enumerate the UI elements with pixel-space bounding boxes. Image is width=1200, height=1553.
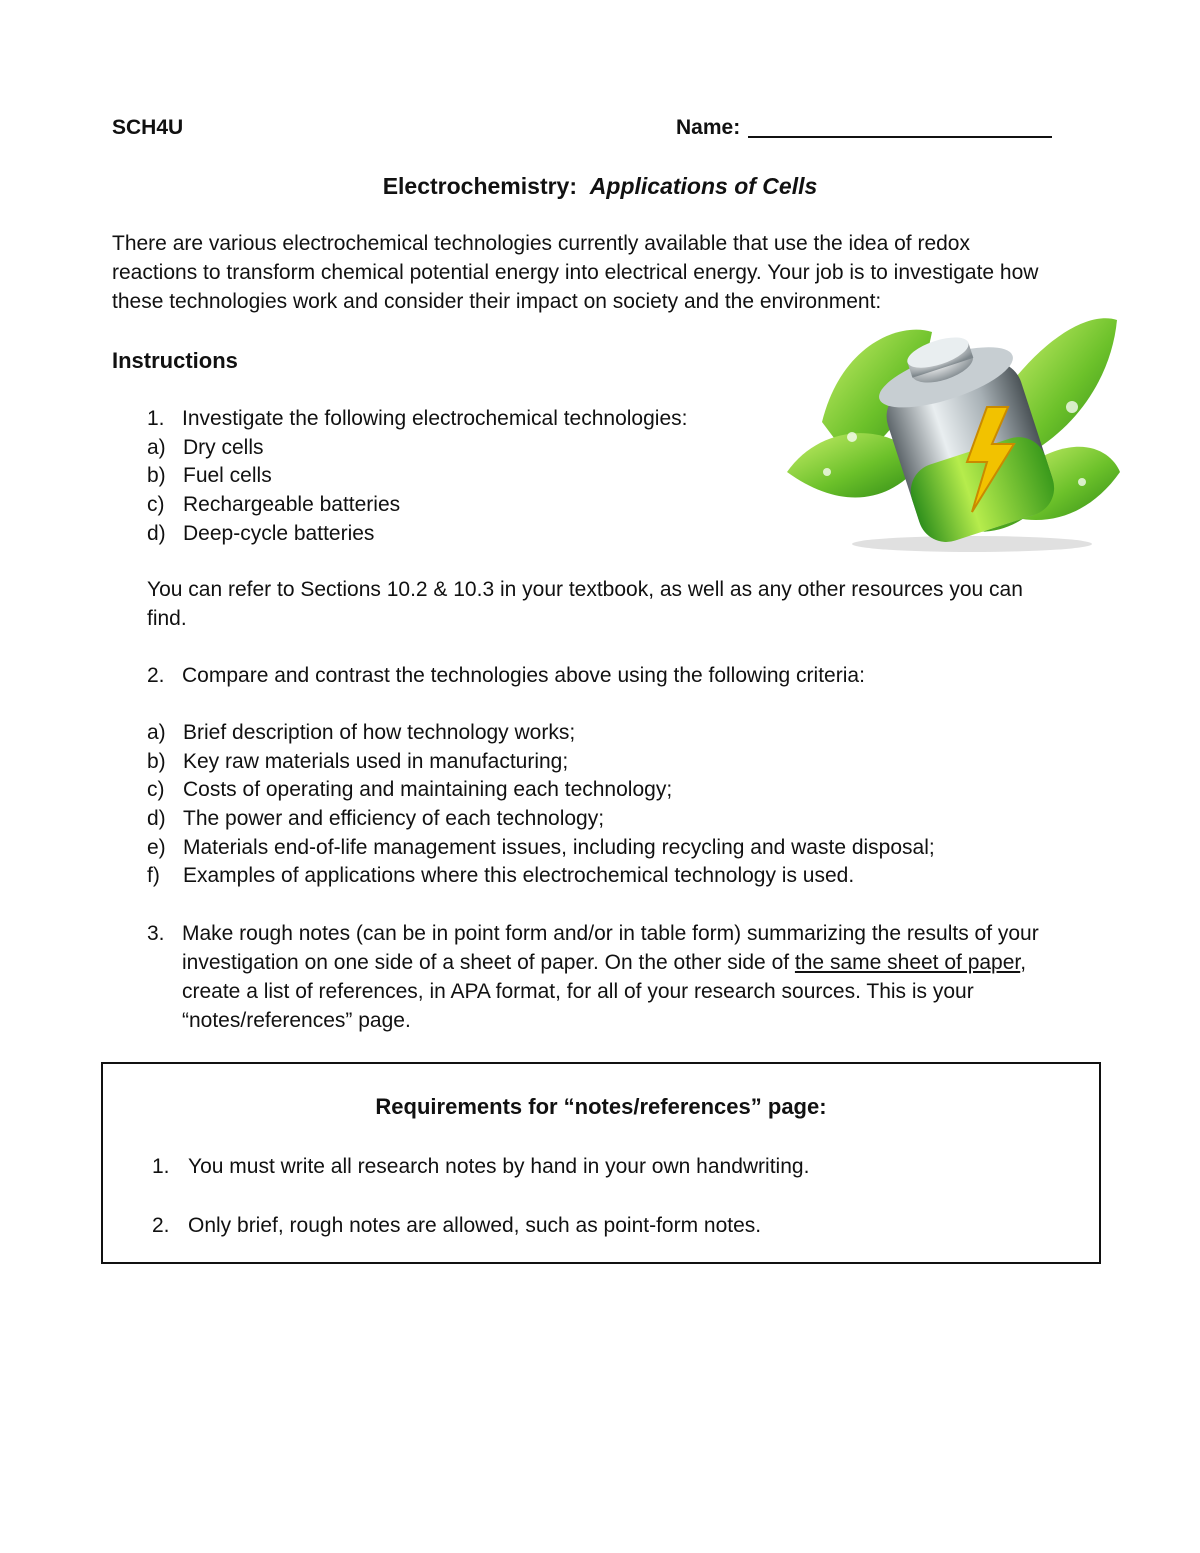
underlined-phrase: the same sheet of paper xyxy=(794,951,1021,974)
list-item-text: Costs of operating and maintaining each technology; xyxy=(183,778,673,801)
page-title xyxy=(0,172,1200,201)
step-1-number: 1. xyxy=(147,407,165,430)
requirement-number: 2. xyxy=(152,1214,170,1237)
step-2-number: 2. xyxy=(147,664,165,687)
requirement-text: Only brief, rough notes are allowed, such as point-form notes. xyxy=(188,1214,762,1237)
list-item-text: Brief description of how technology works; xyxy=(183,721,576,744)
title-main: Electrochemistry: xyxy=(382,173,578,199)
list-marker: d) xyxy=(147,807,166,830)
step-1-note xyxy=(147,575,1023,633)
step-2-text: Compare and contrast the technologies above using the following criteria: xyxy=(182,664,865,687)
battery-leaves-illustration xyxy=(782,312,1122,557)
intro-paragraph xyxy=(112,229,1038,316)
list-item-text: Deep-cycle batteries xyxy=(183,522,375,545)
list-marker: b) xyxy=(147,750,166,773)
step-3-line: create a list of references, in APA format, for all of your research sources. This is your xyxy=(182,980,974,1003)
list-item-text: Fuel cells xyxy=(183,464,272,487)
list-item-text: Examples of applications where this electrochemical technology is used. xyxy=(183,864,855,887)
step-3-line: Make rough notes (can be in point form and/or in table form) summarizing the results of your xyxy=(182,922,1039,945)
step-3-line: “notes/references” page. xyxy=(182,1009,411,1032)
list-item-text: The power and efficiency of each technology; xyxy=(183,807,605,830)
shadow-shape xyxy=(852,536,1092,552)
list-marker: c) xyxy=(147,778,165,801)
list-marker: f) xyxy=(147,864,160,887)
requirement-text: You must write all research notes by hand in your own handwriting. xyxy=(188,1155,810,1178)
list-marker: a) xyxy=(147,721,166,744)
course-code: SCH4U xyxy=(112,116,184,139)
list-item-text: Key raw materials used in manufacturing; xyxy=(183,750,569,773)
intro-line: reactions to transform chemical potential energy into electrical energy. Your job is to investigate how xyxy=(112,261,1039,284)
note-line: find. xyxy=(147,607,187,630)
step-3-text xyxy=(182,919,1039,1035)
name-label: Name: xyxy=(676,116,741,139)
step-3-line: investigation on one side of a sheet of paper. On the other side of the same sheet of paper, xyxy=(182,951,1027,974)
step-3-number: 3. xyxy=(147,922,165,945)
list-item-text: Materials end-of-life management issues, including recycling and waste disposal; xyxy=(183,836,935,859)
step-1-text: Investigate the following electrochemical technologies: xyxy=(182,407,688,430)
intro-line: There are various electrochemical technologies currently available that use the idea of redox xyxy=(112,232,970,255)
list-marker: a) xyxy=(147,436,166,459)
intro-line: these technologies work and consider their impact on society and the environment: xyxy=(112,290,882,313)
requirement-number: 1. xyxy=(152,1155,170,1178)
name-blank-line xyxy=(748,136,1052,138)
requirements-title: Requirements for “notes/references” page: xyxy=(375,1094,827,1119)
list-marker: c) xyxy=(147,493,165,516)
list-marker: b) xyxy=(147,464,166,487)
list-marker: d) xyxy=(147,522,166,545)
title-subtitle: Applications of Cells xyxy=(589,173,818,199)
list-item-text: Dry cells xyxy=(183,436,264,459)
list-item-text: Rechargeable batteries xyxy=(183,493,401,516)
instructions-heading: Instructions xyxy=(112,348,238,373)
note-line: You can refer to Sections 10.2 & 10.3 in your textbook, as well as any other resources you can xyxy=(147,578,1023,601)
list-marker: e) xyxy=(147,836,166,859)
